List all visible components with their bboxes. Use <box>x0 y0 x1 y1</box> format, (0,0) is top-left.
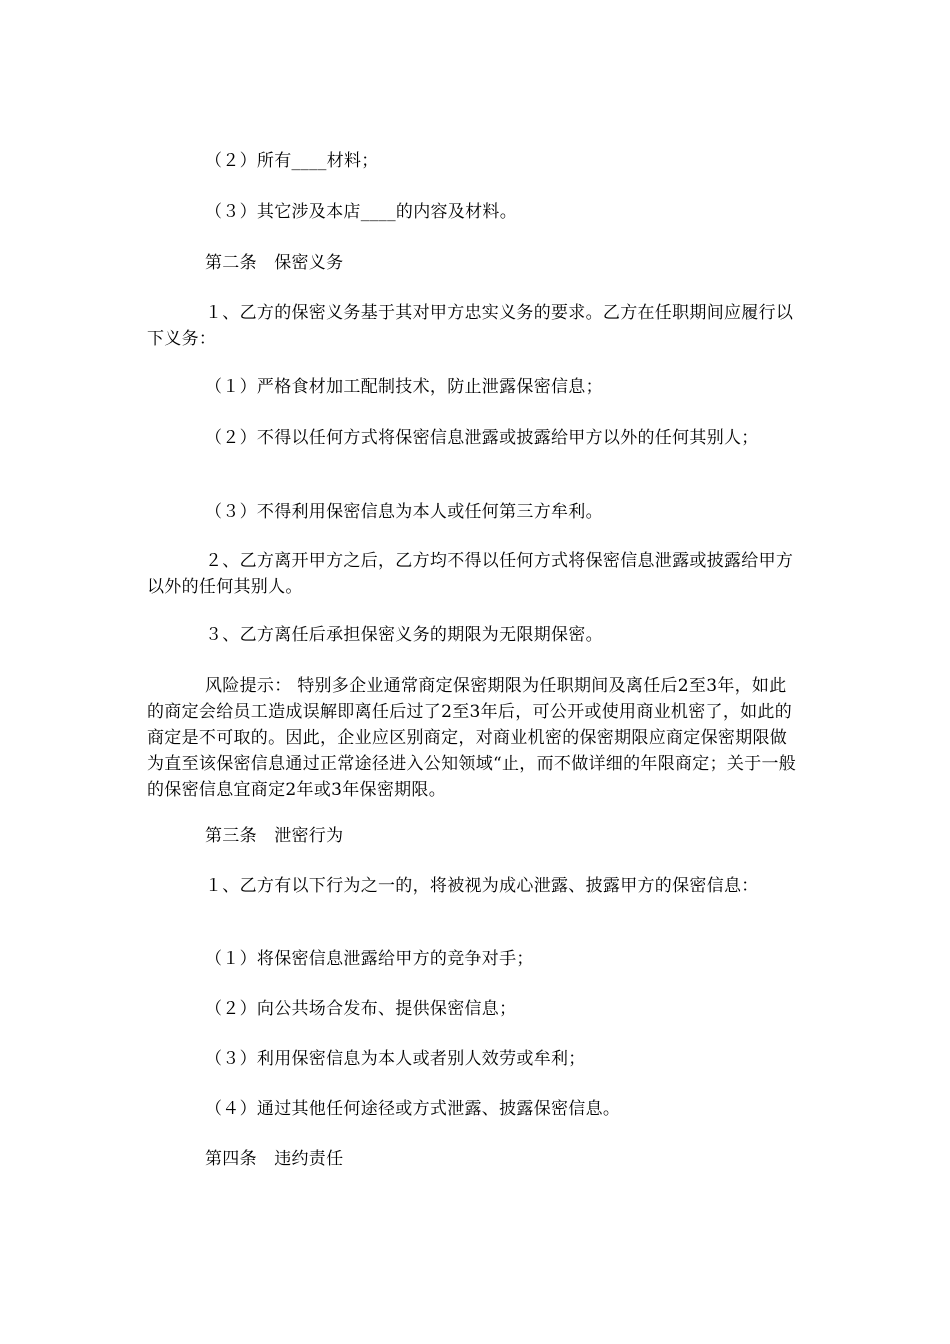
duty-item-1: （１）严格食材加工配制技术，防止泄露保密信息； <box>205 377 603 397</box>
clause-item-other-materials: （３）其它涉及本店____的内容及材料。 <box>205 202 517 222</box>
article-4-heading: 第四条 违约责任 <box>205 1149 344 1169</box>
clause-item-all-materials: （２）所有____材料； <box>205 151 379 171</box>
duty-item-2: （２）不得以任何方式将保密信息泄露或披露给甲方以外的任何其别人； <box>205 428 759 448</box>
duty-item-3: （３）不得利用保密信息为本人或任何第三方牟利。 <box>205 502 603 522</box>
article-2-item-2: ２、乙方离开甲方之后，乙方均不得以任何方式将保密信息泄露或披露给甲方以外的任何其别人。 <box>147 551 794 597</box>
article-2-item-1: １、乙方的保密义务基于其对甲方忠实义务的要求。乙方在任职期间应履行以下义务： <box>147 303 794 349</box>
breach-item-4: （４）通过其他任何途径或方式泄露、披露保密信息。 <box>205 1099 621 1119</box>
breach-item-3: （３）利用保密信息为本人或者别人效劳或牟利； <box>205 1049 586 1069</box>
article-2-item-3: ３、乙方离任后承担保密义务的期限为无限期保密。 <box>205 625 603 645</box>
risk-notice: 风险提示： 特别多企业通常商定保密期限为任职期间及离任后2至3年，如此的商定会给员工造成误解即离任后过了2至3年后，可公开或使用商业机密了，如此的商定是不可取的。因此，企业应区别商定，对商业机密的保密期限应商定保密期限做为直至该保密信息通过正常途径进入公知领域“止，而不做详细的年限商定；关于一般的保密信息宜商定2年或3年保密期限。 <box>147 676 797 800</box>
breach-item-2: （２）向公共场合发布、提供保密信息； <box>205 999 517 1019</box>
breach-item-1: （１）将保密信息泄露给甲方的竞争对手； <box>205 949 534 969</box>
article-3-item-1: １、乙方有以下行为之一的，将被视为成心泄露、披露甲方的保密信息： <box>205 876 759 896</box>
article-2-heading: 第二条 保密义务 <box>205 253 344 273</box>
article-3-heading: 第三条 泄密行为 <box>205 826 344 846</box>
